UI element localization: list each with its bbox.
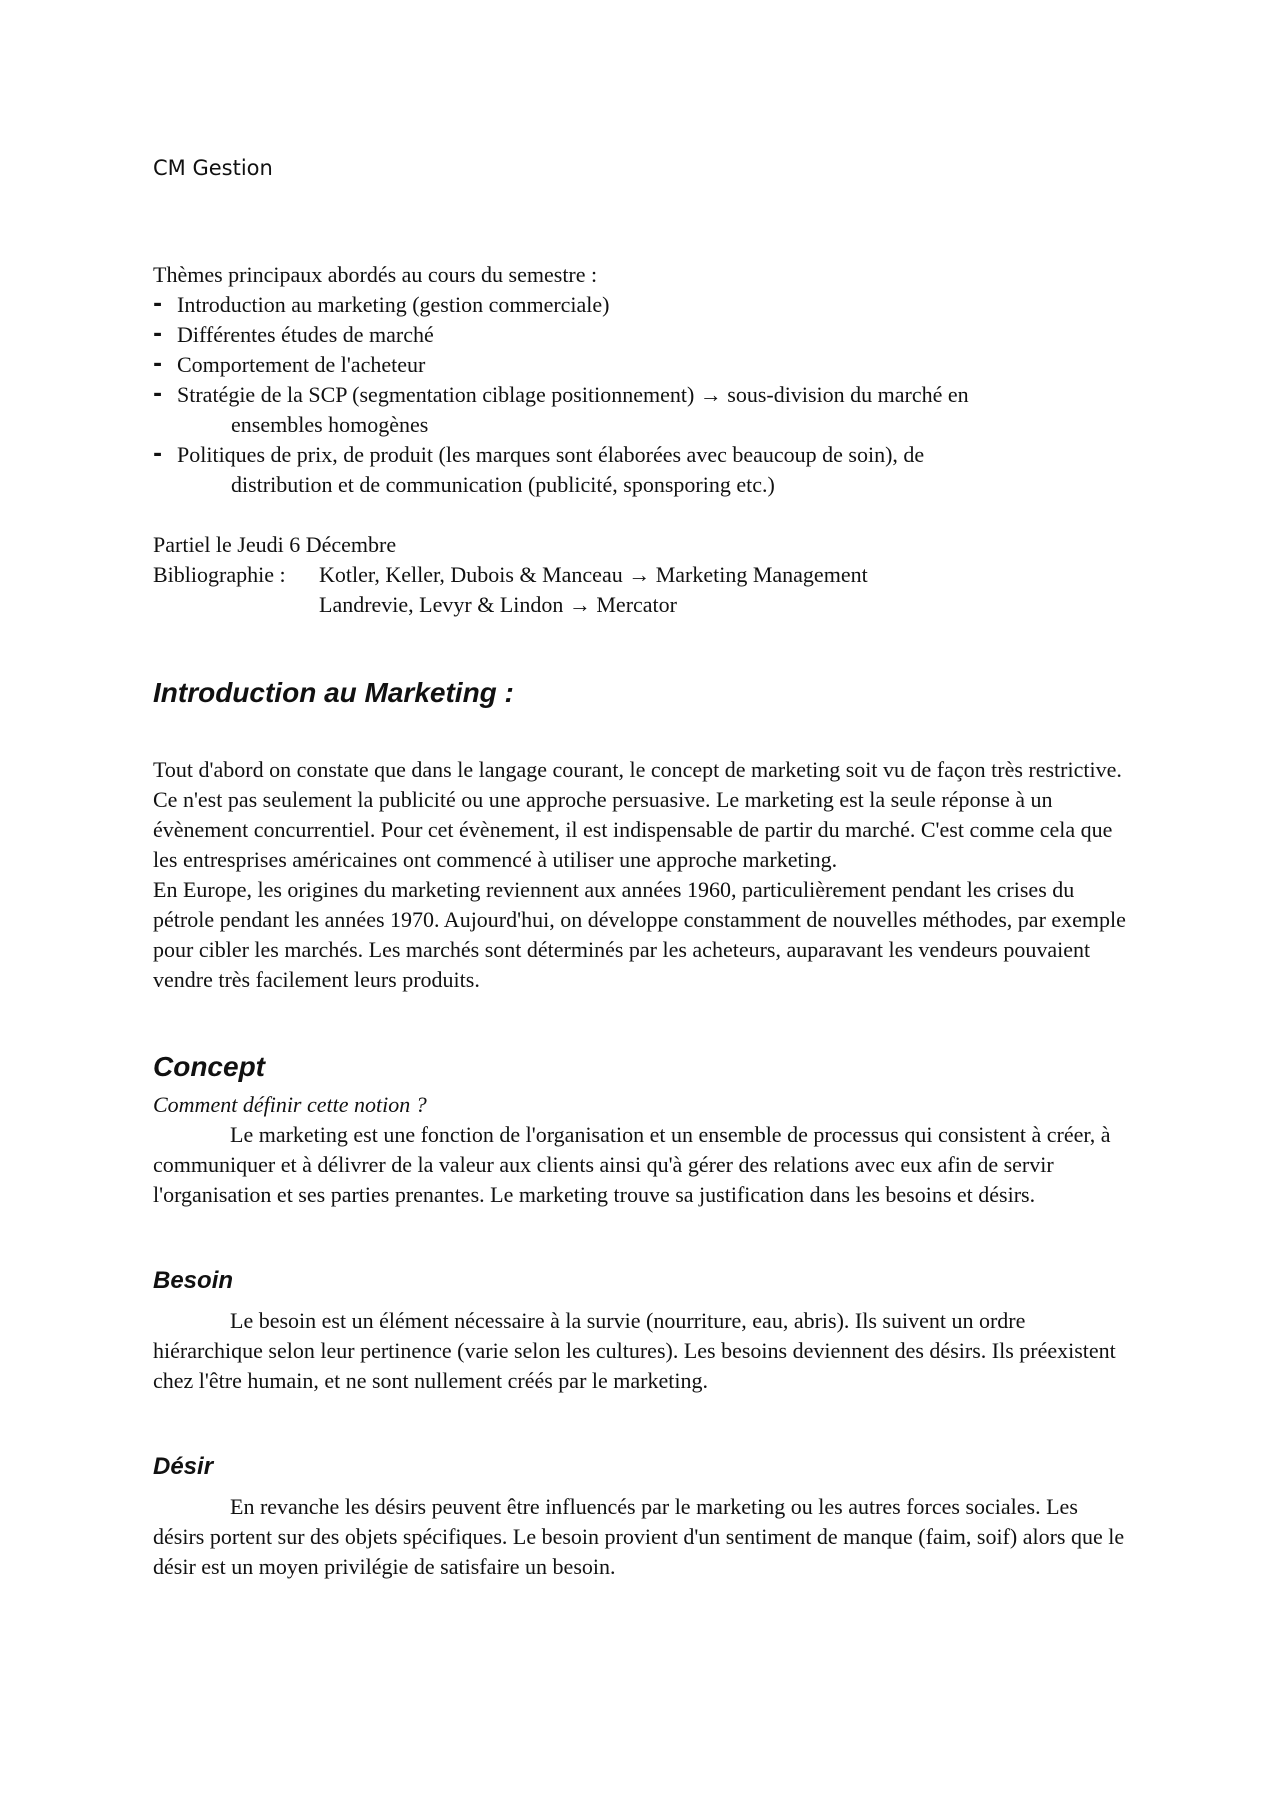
bullet-dash: - bbox=[153, 442, 163, 467]
topic-text: Stratégie de la SCP (segmentation ciblage positionnement) → sous-division du marché en bbox=[177, 382, 969, 407]
topic-continuation: distribution et de communication (publicité, sponsporing etc.) bbox=[231, 472, 775, 497]
section-heading-introduction: Introduction au Marketing : bbox=[153, 677, 514, 708]
section-heading-concept: Concept bbox=[153, 1051, 265, 1082]
topic-item bbox=[153, 350, 1133, 380]
paragraph: Le besoin est un élément nécessaire à la survie (nourriture, eau, abris). Ils suivent un ordre hiérarchique selon leur pertinence (varie selon les cultures). Les besoins deviennent des désirs. Ils préexistent chez l'être humain, et ne sont nullement créés par le marketing. bbox=[153, 1308, 1116, 1393]
bibliography-entry: Kotler, Keller, Dubois & Manceau → Marketing Management bbox=[319, 562, 868, 587]
subsection-heading-besoin: Besoin bbox=[153, 1267, 234, 1294]
exam-date: Partiel le Jeudi 6 Décembre bbox=[153, 532, 397, 557]
topic-text: Introduction au marketing (gestion commerciale) bbox=[177, 292, 610, 317]
topic-text: Comportement de l'acheteur bbox=[177, 352, 426, 377]
topics-intro: Thèmes principaux abordés au cours du semestre : bbox=[153, 262, 598, 287]
section-question: Comment définir cette notion ? bbox=[153, 1092, 427, 1117]
paragraph: Le marketing est une fonction de l'organisation et un ensemble de processus qui consistent à créer, à communiquer et à délivrer de la valeur aux clients ainsi qu'à gérer des relations avec eux afin de servir l'organisation et ses parties prenantes. Le marketing trouve sa justification dans les besoins et désirs. bbox=[153, 1122, 1111, 1207]
bullet-dash: - bbox=[153, 352, 163, 377]
bullet-dash: - bbox=[153, 292, 163, 317]
paragraph: En Europe, les origines du marketing reviennent aux années 1960, particulièrement pendant les crises du pétrole pendant les années 1970. Aujourd'hui, on développe constamment de nouvelles méthodes, par exemple pour cibler les marchés. Les marchés sont déterminés par les acheteurs, auparavant les vendeurs pouvaient vendre très facilement leurs produits. bbox=[153, 877, 1126, 992]
topic-text: Politiques de prix, de produit (les marques sont élaborées avec beaucoup de soin), de bbox=[177, 442, 925, 467]
topic-item bbox=[153, 380, 1133, 440]
paragraph: Tout d'abord on constate que dans le langage courant, le concept de marketing soit vu de façon très restrictive. Ce n'est pas seulement la publicité ou une approche persuasive. Le marketing est la seule réponse à un évènement concurrentiel. Pour cet évènement, il est indispensable de partir du marché. C'est comme cela que les entresprises américaines ont commencé à utiliser une approche marketing. bbox=[153, 757, 1122, 872]
topic-continuation: ensembles homogènes bbox=[231, 412, 429, 437]
paragraph: En revanche les désirs peuvent être influencés par le marketing ou les autres forces sociales. Les désirs portent sur des objets spécifiques. Le besoin provient d'un sentiment de manque (faim, soif) alors que le désir est un moyen privilégie de satisfaire un besoin. bbox=[153, 1494, 1125, 1579]
topic-item bbox=[153, 440, 1133, 500]
topics-list bbox=[153, 290, 1133, 500]
bibliography-row bbox=[153, 590, 1133, 620]
topic-item bbox=[153, 320, 1133, 350]
bibliography-entry: Landrevie, Levyr & Lindon → Mercator bbox=[319, 592, 677, 617]
bullet-dash: - bbox=[153, 322, 163, 347]
document-content bbox=[153, 153, 1133, 1582]
document-header: CM Gestion bbox=[153, 156, 273, 180]
topic-text: Différentes études de marché bbox=[177, 322, 434, 347]
subsection-heading-desir: Désir bbox=[153, 1453, 214, 1480]
bibliography-label: Bibliographie : bbox=[153, 562, 292, 587]
topic-item bbox=[153, 290, 1133, 320]
bibliography-spacer bbox=[153, 590, 319, 620]
bibliography-row bbox=[153, 560, 1133, 590]
bullet-dash: - bbox=[153, 382, 163, 407]
